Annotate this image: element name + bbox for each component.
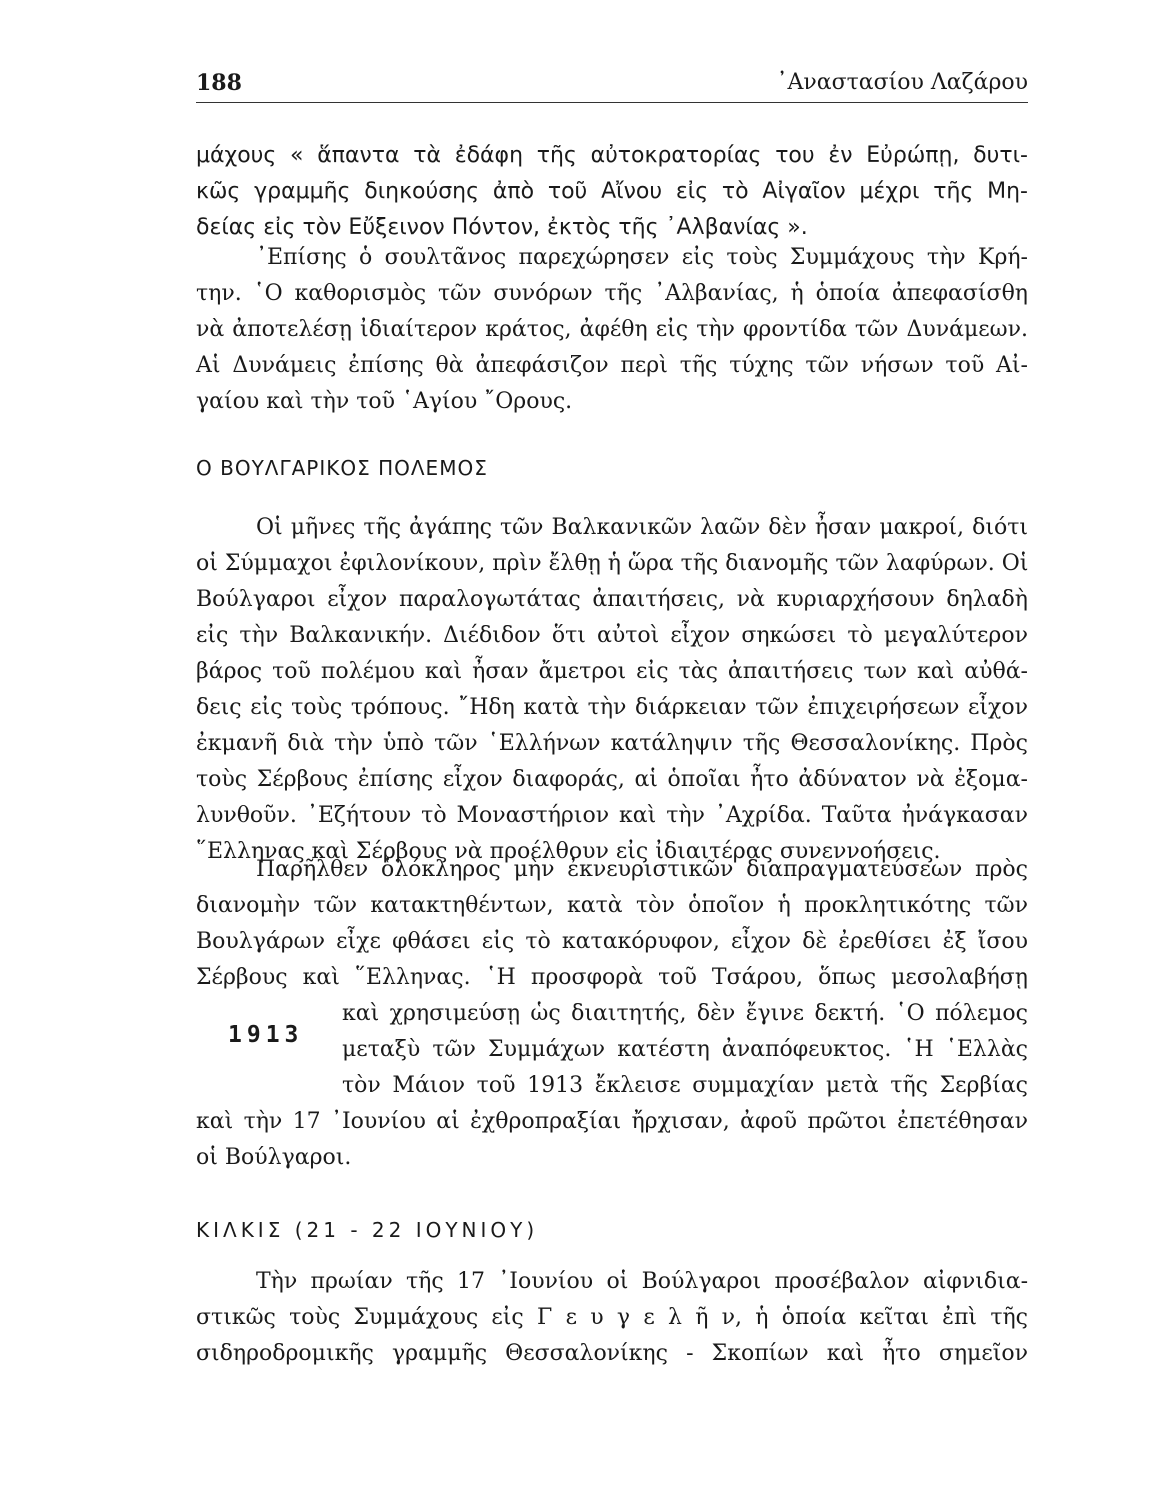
text-line: σιδηροδρομικῆς γραμμῆς Θεσσαλονίκης - Σκοπίων καὶ ἦτο σημεῖον [196, 1341, 1028, 1366]
paragraph-sultan [196, 240, 1028, 420]
text-line: μάχους « ἅπαντα τὰ ἐδάφη τῆς αὐτοκρατορίας του ἐν Εὐρώπῃ, δυτι- [196, 143, 1028, 168]
text-line: την. ῾Ο καθορισμὸς τῶν συνόρων τῆς ᾿Αλβανίας, ἡ ὁποία ἀπεφασίσθη [196, 281, 1028, 306]
text-line: Βουλγάρων εἶχε φθάσει εἰς τὸ κατακόρυφον, εἶχον δὲ ἐρεθίσει ἐξ ἴσου [196, 929, 1028, 954]
text-line: δεις εἰς τοὺς τρόπους. ῎Ηδη κατὰ τὴν διάρκειαν τῶν ἐπιχειρήσεων εἶχον [196, 695, 1028, 720]
text-line: στικῶς τοὺς Συμμάχους εἰς Γ ε υ γ ε λ ῆ ν, ἡ ὁποία κεῖται ἐπὶ τῆς [196, 1305, 1028, 1330]
text-line: ἐκμανῆ διὰ τὴν ὑπὸ τῶν ῾Ελλήνων κατάληψιν τῆς Θεσσαλονίκης. Πρὸς [196, 731, 1028, 756]
text-line: τοὺς Σέρβους ἐπίσης εἶχον διαφοράς, αἱ ὁποῖαι ἦτο ἀδύνατον νὰ ἐξομα- [196, 767, 1028, 792]
text-line: ῞Ελληνας καὶ Σέρβους νὰ προέλθουν εἰς ἰδιαιτέρας συνεννοήσεις. [196, 839, 941, 864]
text-line: καὶ χρησιμεύσῃ ὡς διαιτητής, δὲν ἔγινε δεκτή. ῾Ο πόλεμος [342, 1001, 1028, 1026]
section-heading-kilkis: ΚΙΛΚΙΣ (21 - 22 ΙΟΥΝΙΟΥ) [196, 1218, 539, 1242]
page-number: 188 [196, 70, 242, 96]
text-line: βάρος τοῦ πολέμου καὶ ἦσαν ἄμετροι εἰς τὰς ἀπαιτήσεις των καὶ αὐθά- [196, 659, 1028, 684]
text-line: Αἱ Δυνάμεις ἐπίσης θὰ ἀπεφάσιζον περὶ τῆς τύχης τῶν νήσων τοῦ Αἰ- [196, 353, 1028, 378]
text-line: μεταξὺ τῶν Συμμάχων κατέστη ἀναπόφευκτος. ῾Η ῾Ελλὰς [342, 1037, 1028, 1062]
opening-paragraph [196, 138, 1028, 246]
text-line: οἱ Βούλγαροι. [196, 1145, 352, 1170]
text-line: Σέρβους καὶ ῞Ελληνας. ῾Η προσφορὰ τοῦ Τσάρου, ὅπως μεσολαβήσῃ [196, 965, 1028, 990]
text-line: οἱ Σύμμαχοι ἐφιλονίκουν, πρὶν ἔλθῃ ἡ ὥρα τῆς διανομῆς τῶν λαφύρων. Οἱ [196, 551, 1029, 576]
margin-year-note: 1913 [228, 1022, 304, 1048]
text-line: νὰ ἀποτελέσῃ ἰδιαίτερον κράτος, ἀφέθη εἰς τὴν φροντίδα τῶν Δυνάμεων. [196, 317, 1028, 342]
text-line: τὸν Μάιον τοῦ 1913 ἔκλεισε συμμαχίαν μετὰ τῆς Σερβίας [342, 1073, 1028, 1098]
paragraph-months-of-love [196, 510, 1028, 870]
text-line: κῶς γραμμῆς διηκούσης ἀπὸ τοῦ Αἴνου εἰς τὸ Αἰγαῖον μέχρι τῆς Μη- [196, 179, 1028, 204]
text-line: δείας εἰς τὸν Εὔξεινον Πόντον, ἐκτὸς τῆς ᾿Αλβανίας ». [196, 215, 808, 240]
text-line: Βούλγαροι εἶχον παραλογωτάτας ἀπαιτήσεις, νὰ κυριαρχήσουν δηλαδὴ [196, 587, 1028, 612]
text-line: διανομὴν τῶν κατακτηθέντων, κατὰ τὸν ὁποῖον ἡ προκλητικότης τῶν [196, 893, 1028, 918]
page-header [196, 70, 1028, 102]
text-line: γαίου καὶ τὴν τοῦ ῾Αγίου ῎Ορους. [196, 389, 573, 414]
running-head: ᾿Αναστασίου Λαζάρου [776, 70, 1028, 95]
paragraph-kilkis [196, 1264, 1028, 1372]
paragraph-negotiations [196, 852, 1028, 1176]
text-line: ᾿Επίσης ὁ σουλτᾶνος παρεχώρησεν εἰς τοὺς Συμμάχους τὴν Κρή- [256, 245, 1028, 270]
text-line: καὶ τὴν 17 ᾿Ιουνίου αἱ ἐχθροπραξίαι ἤρχισαν, ἀφοῦ πρῶτοι ἐπετέθησαν [196, 1109, 1028, 1134]
header-rule [196, 102, 1028, 103]
text-line: Οἱ μῆνες τῆς ἀγάπης τῶν Βαλκανικῶν λαῶν δὲν ἦσαν μακροί, διότι [256, 515, 1028, 540]
text-line: Παρῆλθεν ὁλόκληρος μὴν ἐκνευριστικῶν διαπραγματεύσεων πρὸς [256, 857, 1028, 882]
text-line: εἰς τὴν Βαλκανικήν. Διέδιδον ὅτι αὐτοὶ εἶχον σηκώσει τὸ μεγαλύτερον [196, 623, 1028, 648]
text-line: Τὴν πρωίαν τῆς 17 ᾿Ιουνίου οἱ Βούλγαροι προσέβαλον αἰφνιδια- [256, 1269, 1028, 1294]
section-heading-bulgarian-war: Ο ΒΟΥΛΓΑΡΙΚΟΣ ΠΟΛΕΜΟΣ [196, 456, 488, 480]
text-line: λυνθοῦν. ᾿Εζήτουν τὸ Μοναστήριον καὶ τὴν ᾿Αχρίδα. Ταῦτα ἠνάγκασαν [196, 803, 1028, 828]
